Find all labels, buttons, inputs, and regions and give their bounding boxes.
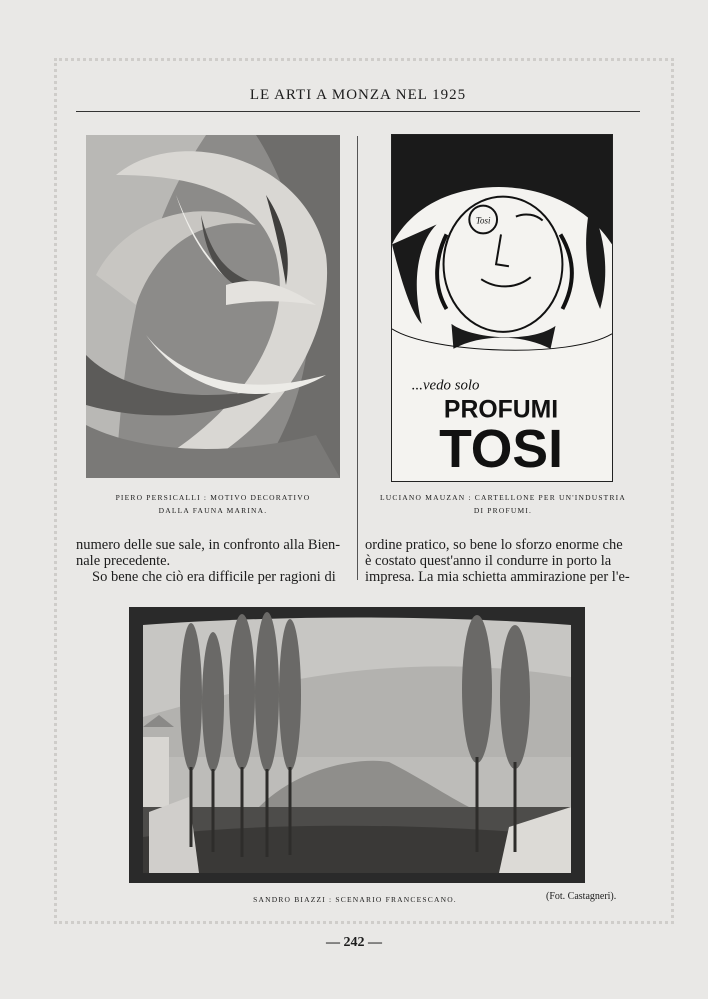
poster-brand-profumi: PROFUMI xyxy=(443,396,559,424)
text-line: nale precedente. xyxy=(76,553,171,569)
text-line: ordine pratico, so bene lo sforzo enorme che xyxy=(365,537,623,553)
right-figure-caption: LUCIANO MAUZAN : CARTELLONE PER UN'INDUSTRIA DI PROFUMI. xyxy=(380,493,626,515)
franciscan-scenery-image xyxy=(129,607,585,883)
abstract-marine-motif-image xyxy=(86,135,340,478)
text-line: è costato quest'anno il condurre in porto la xyxy=(365,553,612,569)
text-line: So bene che ciò era difficile per ragioni di xyxy=(92,569,336,585)
left-figure-caption: PIERO PERSICALLI : MOTIVO DECORATIVO DALLA FAUNA MARINA. xyxy=(115,493,311,515)
tosi-perfume-poster-image xyxy=(391,134,613,482)
text-line: impresa. La mia schietta ammirazione per l'e- xyxy=(365,569,630,585)
bottom-figure-caption: SANDRO BIAZZI : SCENARIO FRANCESCANO. xyxy=(253,895,457,904)
column-divider xyxy=(357,136,358,580)
photo-credit: (Fot. Castagneri). xyxy=(546,891,617,902)
page-number: — 242 — xyxy=(326,935,382,950)
body-text-right-column xyxy=(365,537,640,585)
header-rule xyxy=(76,111,640,112)
monocle-text: Tosi xyxy=(475,215,491,226)
text-line: numero delle sue sale, in confronto alla Bien- xyxy=(76,537,341,553)
poster-brand-tosi: TOSI xyxy=(439,419,563,480)
page-header: LE ARTI A MONZA NEL 1925 xyxy=(249,87,467,103)
poster-tagline: ...vedo solo xyxy=(411,377,480,394)
body-text-left-column xyxy=(76,537,352,585)
